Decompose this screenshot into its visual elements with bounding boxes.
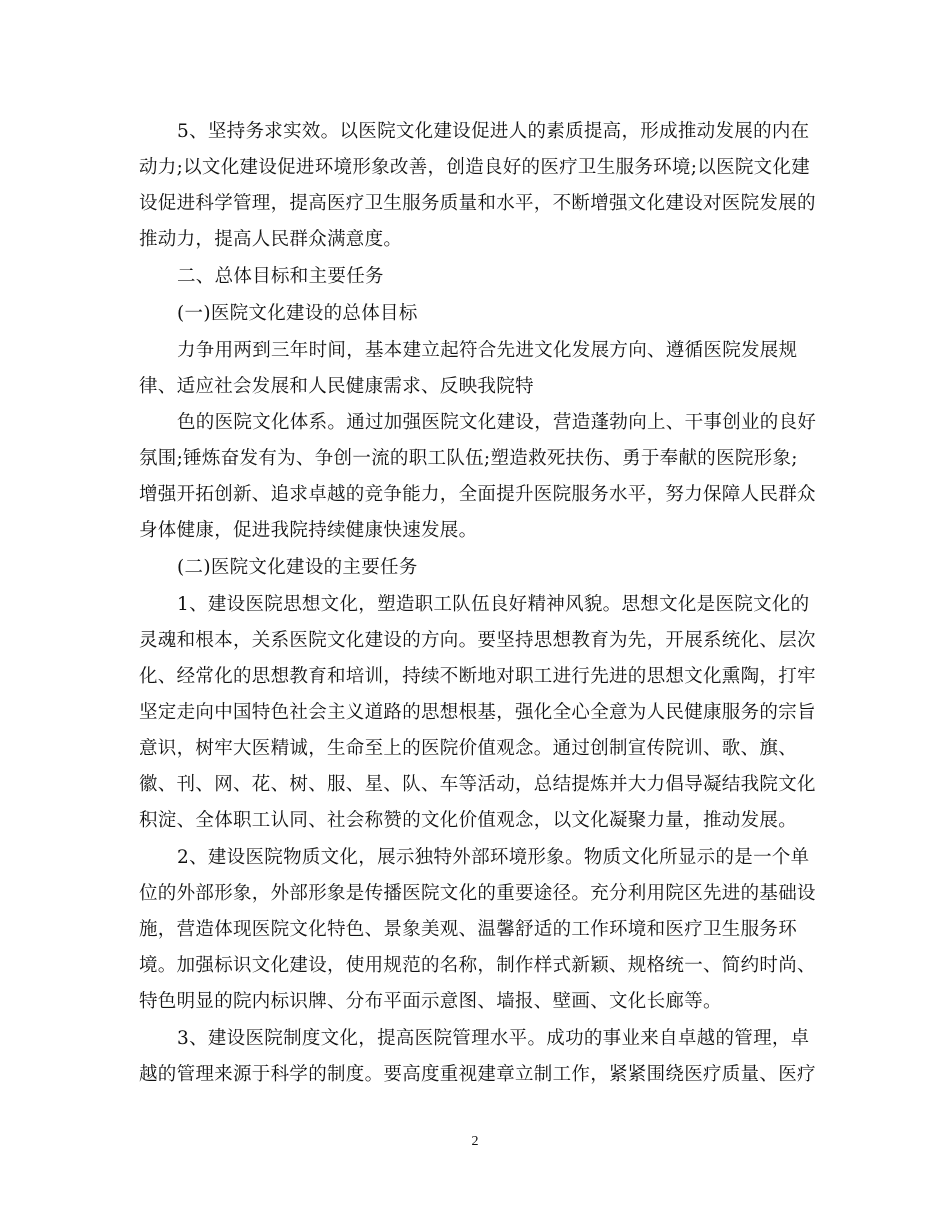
paragraph-line: 1、建设医院思想文化，塑造职工队伍良好精神风貌。思想文化是医院文化的 <box>177 594 810 615</box>
paragraph-line: 意识，树牢大医精诚，生命至上的医院价值观念。通过创制宣传院训、歌、旗、 <box>139 738 798 759</box>
paragraph-line: 设促进科学管理，提高医疗卫生服务质量和水平，不断增强文化建设对医院发展的 <box>139 193 816 214</box>
paragraph-line: 5、坚持务求实效。以医院文化建设促进人的素质提高，形成推动发展的内在 <box>177 121 810 142</box>
paragraph-line: 徽、刊、网、花、树、服、星、队、车等活动，总结提炼并大力倡导凝结我院文化 <box>139 774 816 795</box>
paragraph-line: 律、适应社会发展和人民健康需求、反映我院特 <box>139 376 534 397</box>
paragraph-line: 3、建设医院制度文化，提高医院管理水平。成功的事业来自卓越的管理，卓 <box>177 1028 810 1049</box>
paragraph-line: 位的外部形象，外部形象是传播医院文化的重要途径。充分利用院区先进的基础设 <box>139 883 816 904</box>
paragraph-line: 施，营造体现医院文化特色、景象美观、温馨舒适的工作环境和医疗卫生服务环 <box>139 919 798 940</box>
paragraph-line: 坚定走向中国特色社会主义道路的思想根基，强化全心全意为人民健康服务的宗旨 <box>139 702 816 723</box>
paragraph-line: 积淀、全体职工认同、社会称赞的文化价值观念，以文化凝聚力量，推动发展。 <box>139 810 798 831</box>
paragraph-line: 色的医院文化体系。通过加强医院文化建设，营造蓬勃向上、干事创业的良好 <box>177 412 817 433</box>
paragraph-line: 灵魂和根本，关系医院文化建设的方向。要坚持思想教育为先，开展系统化、层次 <box>139 630 816 651</box>
paragraph-line: 增强开拓创新、追求卓越的竞争能力，全面提升医院服务水平，努力保障人民群众 <box>139 484 816 505</box>
paragraph-line: 2、建设医院物质文化，展示独特外部环境形象。物质文化所显示的是一个单 <box>177 847 810 868</box>
paragraph-line: 力争用两到三年时间，基本建立起符合先进文化发展方向、遵循医院发展规 <box>177 340 798 361</box>
paragraph-line: 氛围;锤炼奋发有为、争创一流的职工队伍;塑造救死扶伤、勇于奉献的医院形象; <box>139 448 798 469</box>
paragraph-line: 推动力，提高人民群众满意度。 <box>139 229 403 250</box>
section-heading: 二、总体目标和主要任务 <box>177 266 384 287</box>
paragraph-line: 越的管理来源于科学的制度。要高度重视建章立制工作，紧紧围绕医疗质量、医疗 <box>139 1064 816 1085</box>
paragraph-line: 化、经常化的思想教育和培训，持续不断地对职工进行先进的思想文化熏陶，打牢 <box>139 666 816 687</box>
page-number: 2 <box>471 1134 479 1149</box>
paragraph-line: 身体健康，促进我院持续健康快速发展。 <box>139 520 478 541</box>
paragraph-line: 境。加强标识文化建设，使用规范的名称，制作样式新颖、规格统一、简约时尚、 <box>139 955 816 976</box>
paragraph-line: 动力;以文化建设促进环境形象改善，创造良好的医疗卫生服务环境;以医院文化建 <box>139 157 811 178</box>
paragraph-line: 特色明显的院内标识牌、分布平面示意图、墙报、壁画、文化长廊等。 <box>139 991 722 1012</box>
subsection-heading: (一)医院文化建设的总体目标 <box>177 303 418 324</box>
subsection-heading: (二)医院文化建设的主要任务 <box>177 557 418 578</box>
